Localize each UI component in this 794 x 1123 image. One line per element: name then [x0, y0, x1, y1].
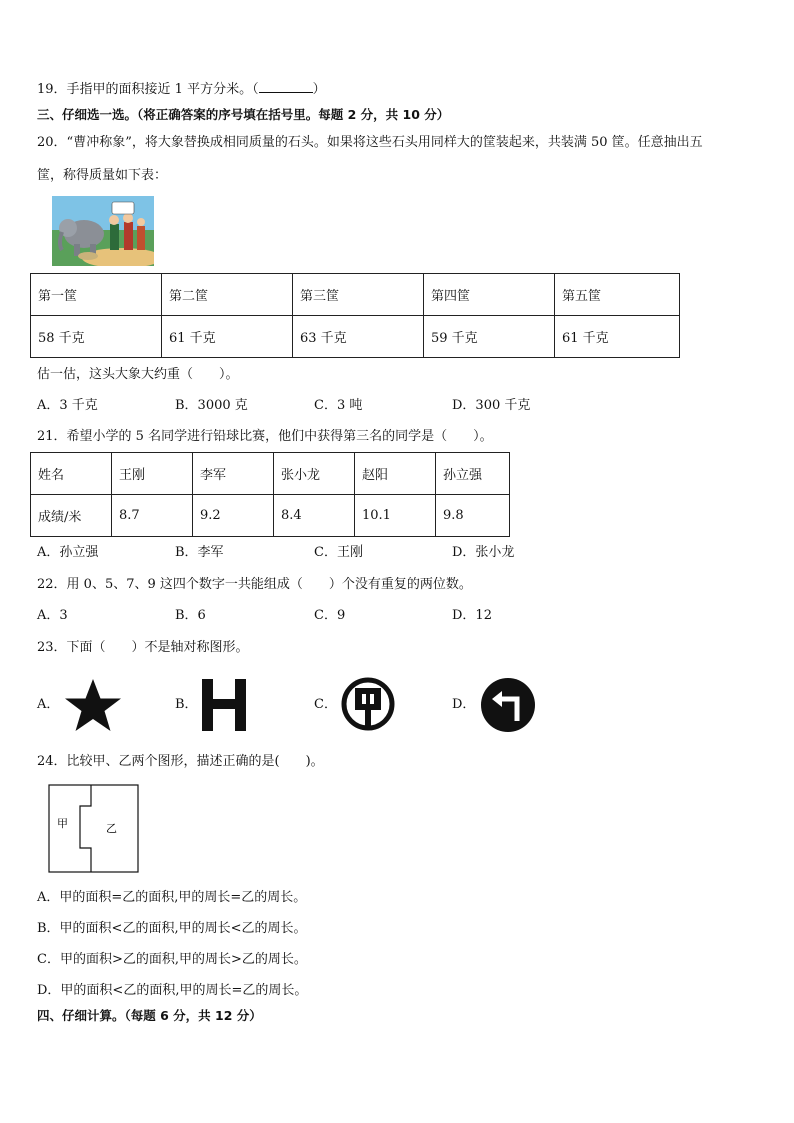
question-19-tail: ）	[312, 82, 326, 97]
table-cell: 61 千克	[162, 316, 293, 358]
basket-weight-table	[30, 273, 680, 358]
yi-label: 乙	[106, 822, 117, 835]
table-cell: 第三筐	[293, 274, 424, 316]
table-row	[31, 316, 680, 358]
option-c[interactable]: C．甲的面积>乙的面积,甲的周长>乙的周长。	[37, 952, 307, 967]
table-cell: 9.8	[436, 495, 510, 537]
table-cell: 63 千克	[293, 316, 424, 358]
option-d[interactable]: D．300 千克	[452, 398, 531, 413]
question-20-prompt: 估一估，这头大象大约重（ ）。	[37, 367, 239, 382]
option-b[interactable]: B．	[175, 697, 198, 712]
option-b[interactable]: B．6	[175, 608, 206, 623]
option-c[interactable]: C．	[314, 697, 337, 712]
question-24: 24．比较甲、乙两个图形，描述正确的是( )。	[37, 754, 324, 769]
option-d[interactable]: D．甲的面积<乙的面积,甲的周长=乙的周长。	[37, 983, 308, 998]
table-cell: 61 千克	[555, 316, 680, 358]
table-cell: 第二筐	[162, 274, 293, 316]
table-cell: 王刚	[112, 453, 193, 495]
bank-logo-icon	[341, 677, 395, 731]
option-a[interactable]: A．3 千克	[37, 398, 98, 413]
table-cell: 赵阳	[355, 453, 436, 495]
option-d[interactable]: D．	[452, 697, 476, 712]
option-a[interactable]: A．甲的面积=乙的面积,甲的周长=乙的周长。	[37, 890, 307, 905]
answer-blank[interactable]	[259, 80, 313, 93]
question-21: 21．希望小学的 5 名同学进行铅球比赛，他们中获得第三名的同学是（ ）。	[37, 429, 493, 444]
jia-label: 甲	[57, 817, 68, 830]
letter-h-icon	[202, 679, 246, 731]
option-c[interactable]: C．王刚	[314, 545, 363, 560]
section-4-title: 四、仔细计算。（每题 6 分，共 12 分）	[37, 1008, 262, 1023]
question-22: 22．用 0、5、7、9 这四个数字一共能组成（ ）个没有重复的两位数。	[37, 577, 472, 592]
question-19	[37, 80, 326, 99]
section-3-title: 三、仔细选一选。（将正确答案的序号填在括号里。每题 2 分，共 10 分）	[37, 107, 450, 122]
table-cell: 58 千克	[31, 316, 162, 358]
table-cell: 8.7	[112, 495, 193, 537]
table-cell: 59 千克	[424, 316, 555, 358]
table-cell: 第四筐	[424, 274, 555, 316]
shot-put-table	[30, 452, 510, 537]
table-cell: 姓名	[31, 453, 112, 495]
option-a[interactable]: A．孙立强	[37, 545, 99, 560]
jia-yi-figure	[48, 784, 140, 874]
option-c[interactable]: C．3 吨	[314, 398, 363, 413]
question-20-line-1: 20．“曹冲称象”，将大象替换成相同质量的石头。如果将这些石头用同样大的筐装起来，共装满 50 筐。任意抽出五	[37, 135, 703, 150]
table-cell: 第五筐	[555, 274, 680, 316]
table-row	[31, 274, 680, 316]
option-a[interactable]: A．3	[37, 608, 68, 623]
option-a[interactable]: A．	[37, 697, 60, 712]
table-cell: 第一筐	[31, 274, 162, 316]
option-c[interactable]: C．9	[314, 608, 346, 623]
question-23: 23．下面（ ）不是轴对称图形。	[37, 640, 249, 655]
table-row	[31, 453, 510, 495]
star-icon	[62, 677, 124, 733]
option-d[interactable]: D．张小龙	[452, 545, 515, 560]
table-cell: 9.2	[193, 495, 274, 537]
question-19-text: 19．手指甲的面积接近 1 平方分米。（	[37, 82, 259, 97]
table-cell: 张小龙	[274, 453, 355, 495]
option-b[interactable]: B．3000 克	[175, 398, 248, 413]
turn-left-sign-icon	[480, 677, 536, 733]
table-cell: 孙立强	[436, 453, 510, 495]
table-row	[31, 495, 510, 537]
table-cell: 李军	[193, 453, 274, 495]
question-20-line-2: 筐，称得质量如下表：	[37, 168, 168, 183]
table-cell: 8.4	[274, 495, 355, 537]
table-cell: 成绩/米	[31, 495, 112, 537]
option-d[interactable]: D．12	[452, 608, 492, 623]
table-cell: 10.1	[355, 495, 436, 537]
cao-chong-elephant-illustration	[52, 196, 154, 266]
option-b[interactable]: B．李军	[175, 545, 224, 560]
option-b[interactable]: B．甲的面积<乙的面积,甲的周长<乙的周长。	[37, 921, 307, 936]
